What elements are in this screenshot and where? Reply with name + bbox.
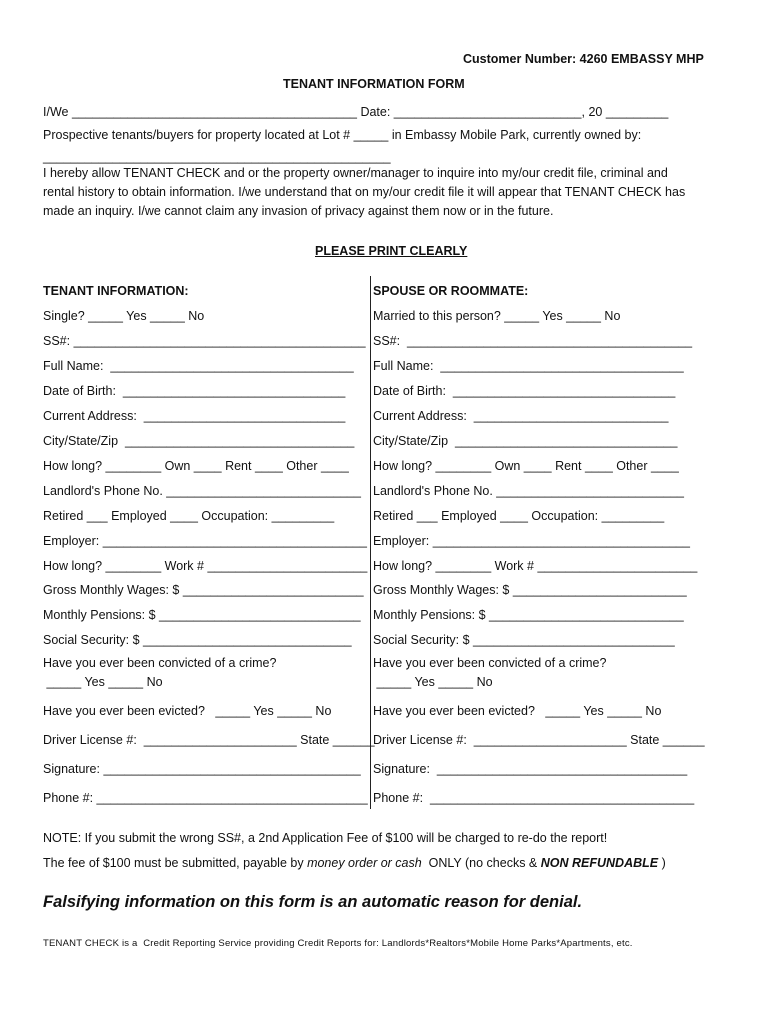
spouse-landlord-phone-field[interactable]: Landlord's Phone No. ___________________________ — [373, 484, 685, 498]
form-title: TENANT INFORMATION FORM — [283, 77, 465, 91]
spouse-ss-field[interactable]: SS#: _________________________________________ — [373, 334, 693, 348]
tenant-social-security-field[interactable]: Social Security: $ ______________________________ — [43, 633, 352, 647]
note-fee-text-2: ONLY (no checks & — [421, 856, 541, 870]
spouse-work-field[interactable]: How long? ________ Work # _______________________ — [373, 559, 698, 573]
spouse-employer-field[interactable]: Employer: _____________________________________ — [373, 534, 690, 548]
tenant-crime-answer[interactable]: _____ Yes _____ No — [43, 675, 163, 689]
note-fee-text-3: ) — [658, 856, 666, 870]
spouse-pensions-field[interactable]: Monthly Pensions: $ ____________________________ — [373, 608, 684, 622]
spouse-crime-question: Have you ever been convicted of a crime? — [373, 656, 607, 670]
tenant-dob-field[interactable]: Date of Birth: ________________________________ — [43, 384, 346, 398]
spouse-phone-field[interactable]: Phone #: ______________________________________ — [373, 791, 695, 805]
spouse-address-field[interactable]: Current Address: ____________________________ — [373, 409, 669, 423]
tenant-single-field[interactable]: Single? _____ Yes _____ No — [43, 309, 205, 323]
spouse-employment-field[interactable]: Retired ___ Employed ____ Occupation: _________ — [373, 509, 665, 523]
spouse-dob-field[interactable]: Date of Birth: ________________________________ — [373, 384, 676, 398]
note-fee-text-1: The fee of $100 must be submitted, payable by — [43, 856, 308, 870]
spouse-married-field[interactable]: Married to this person? _____ Yes _____ No — [373, 309, 621, 323]
note-non-refundable: NON REFUNDABLE — [540, 856, 659, 870]
spouse-social-security-field[interactable]: Social Security: $ _____________________________ — [373, 633, 675, 647]
tenant-city-field[interactable]: City/State/Zip _________________________________ — [43, 434, 355, 448]
footer-disclaimer: TENANT CHECK is a Credit Reporting Service providing Credit Reports for: Landlords*Realtors*Mobile Home Parks*Apartments, etc. — [43, 938, 633, 949]
tenant-address-field[interactable]: Current Address: _____________________________ — [43, 409, 346, 423]
tenant-evicted-field[interactable]: Have you ever been evicted? _____ Yes _____ No — [43, 704, 332, 718]
tenant-landlord-phone-field[interactable]: Landlord's Phone No. ____________________________ — [43, 484, 361, 498]
spouse-signature-field[interactable]: Signature: ____________________________________ — [373, 762, 688, 776]
tenant-phone-field[interactable]: Phone #: _______________________________________ — [43, 791, 368, 805]
spouse-heading: SPOUSE OR ROOMMATE: — [373, 284, 529, 298]
tenant-crime-question: Have you ever been convicted of a crime? — [43, 656, 277, 670]
note-wrong-ss: NOTE: If you submit the wrong SS#, a 2nd Application Fee of $100 will be charged to re-do the report! — [43, 831, 608, 845]
consent-line-2: rental history to obtain information. I/we understand that on my/our credit file it will appear that TENANT CHECK has — [43, 185, 686, 199]
spouse-how-long-field[interactable]: How long? ________ Own ____ Rent ____ Other ____ — [373, 459, 679, 473]
consent-line-3: made an inquiry. I/we cannot claim any invasion of privacy against them now or in the future. — [43, 204, 554, 218]
intro-line-1[interactable]: I/We _________________________________________ Date: ___________________________, 20 _________ — [43, 105, 669, 119]
consent-line-1: I hereby allow TENANT CHECK and or the property owner/manager to inquire into my/our credit file, criminal and — [43, 166, 668, 180]
tenant-wages-field[interactable]: Gross Monthly Wages: $ __________________________ — [43, 583, 364, 597]
tenant-signature-field[interactable]: Signature: _____________________________________ — [43, 762, 361, 776]
owner-blank[interactable]: __________________________________________________ — [43, 150, 391, 164]
spouse-city-field[interactable]: City/State/Zip ________________________________ — [373, 434, 678, 448]
denial-warning: Falsifying information on this form is an automatic reason for denial. — [43, 893, 583, 911]
intro-line-2[interactable]: Prospective tenants/buyers for property located at Lot # _____ in Embassy Mobile Park, currently owned by: — [43, 128, 642, 142]
note-fee-payment-method: money order or cash — [307, 856, 422, 870]
tenant-heading: TENANT INFORMATION: — [43, 284, 189, 298]
tenant-work-field[interactable]: How long? ________ Work # _______________________ — [43, 559, 368, 573]
print-clearly-heading: PLEASE PRINT CLEARLY — [315, 244, 468, 258]
column-divider — [370, 276, 371, 809]
spouse-evicted-field[interactable]: Have you ever been evicted? _____ Yes _____ No — [373, 704, 662, 718]
tenant-employment-field[interactable]: Retired ___ Employed ____ Occupation: _________ — [43, 509, 335, 523]
tenant-employer-field[interactable]: Employer: ______________________________________ — [43, 534, 367, 548]
tenant-full-name-field[interactable]: Full Name: ___________________________________ — [43, 359, 354, 373]
customer-number: Customer Number: 4260 EMBASSY MHP — [463, 52, 704, 66]
tenant-how-long-field[interactable]: How long? ________ Own ____ Rent ____ Other ____ — [43, 459, 349, 473]
spouse-wages-field[interactable]: Gross Monthly Wages: $ _________________________ — [373, 583, 687, 597]
spouse-crime-answer[interactable]: _____ Yes _____ No — [373, 675, 493, 689]
spouse-full-name-field[interactable]: Full Name: ___________________________________ — [373, 359, 684, 373]
note-fee — [43, 855, 666, 871]
tenant-license-field[interactable]: Driver License #: ______________________ State ______ — [43, 733, 375, 747]
spouse-license-field[interactable]: Driver License #: ______________________ State ______ — [373, 733, 705, 747]
tenant-ss-field[interactable]: SS#: __________________________________________ — [43, 334, 366, 348]
tenant-pensions-field[interactable]: Monthly Pensions: $ _____________________________ — [43, 608, 361, 622]
